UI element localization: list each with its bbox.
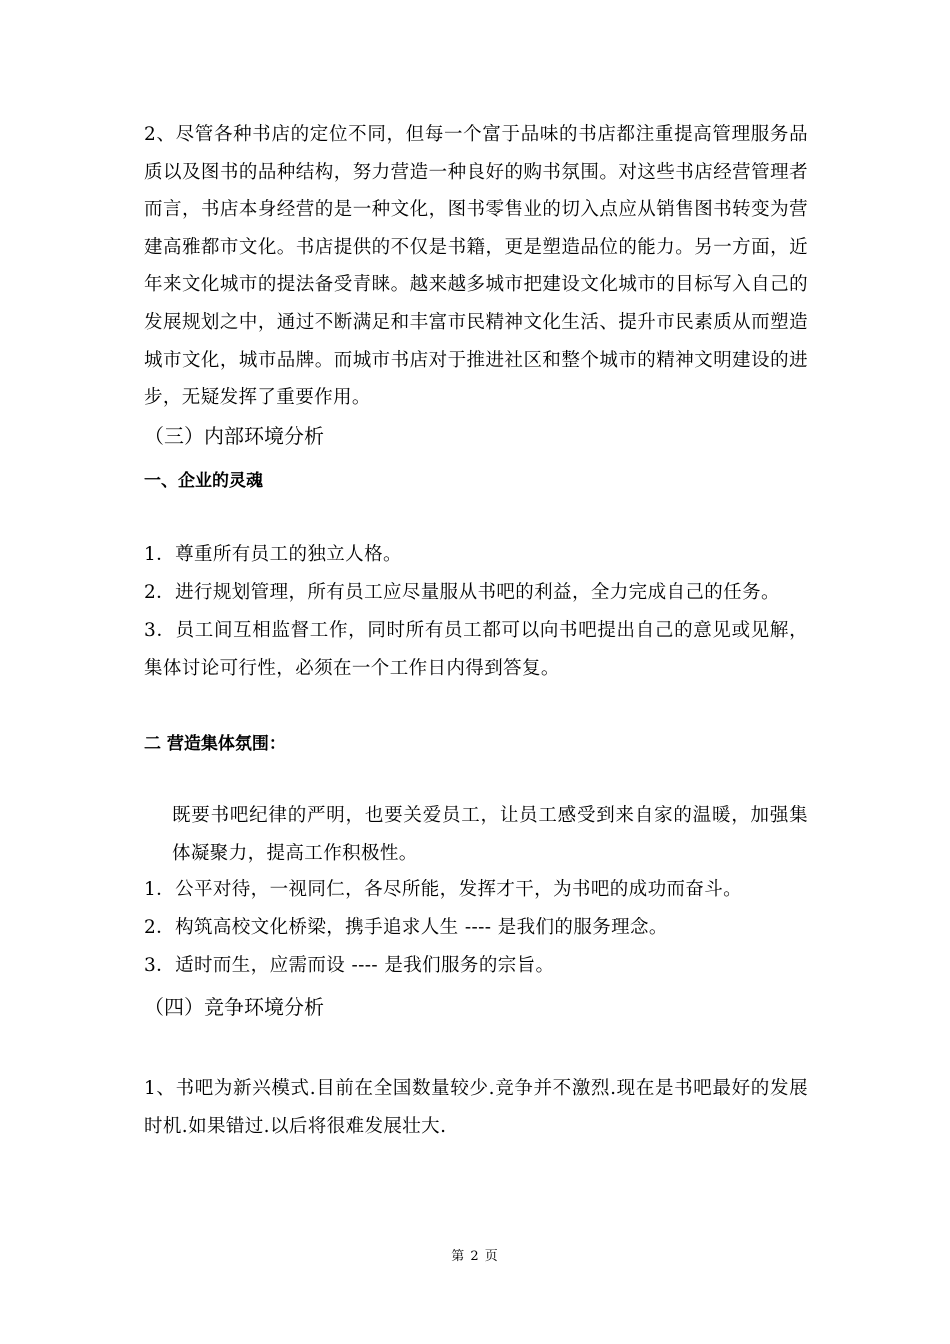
page-number: 第 2 页 [451, 1249, 499, 1264]
list-item: 2．构筑高校文化桥梁，携手追求人生 ---- 是我们的服务理念。 [144, 917, 668, 938]
paragraph-competition: 1、书吧为新兴模式.目前在全国数量较少.竞争并不激烈.现在是书吧最好的发展时机.如果错过.以后将很难发展壮大. [144, 1078, 808, 1137]
subheading-collective-atmosphere: 二 营造集体氛围： [144, 734, 286, 754]
list-item: 3．员工间互相监督工作，同时所有员工都可以向书吧提出自己的意见或见解，集体讨论可行性，必须在一个工作日内得到答复。 [144, 620, 808, 679]
section-heading-competition-environment: （四）竞争环境分析 [144, 995, 324, 1019]
paragraph-bookstore-culture: 2、尽管各种书店的定位不同，但每一个富于品味的书店都注重提高管理服务品质以及图书的品种结构，努力营造一种良好的购书氛围。对这些书店经营管理者而言，书店本身经营的是一种文化，图书零售业的切入点应从销售图书转变为营建高雅都市文化。书店提供的不仅是书籍，更是塑造品位的能力。另一方面，近年来文化城市的提法备受青睐。越来越多城市把建设文化城市的目标写入自己的发展规划之中，通过不断满足和丰富市民精神文化生活、提升市民素质从而塑造城市文化，城市品牌。而城市书店对于推进社区和整个城市的精神文明建设的进步，无疑发挥了重要作用。 [144, 124, 808, 409]
list-item: 1．公平对待，一视同仁，各尽所能，发挥才干，为书吧的成功而奋斗。 [144, 879, 743, 900]
list-item: 1．尊重所有员工的独立人格。 [144, 544, 402, 565]
paragraph-atmosphere-intro: 既要书吧纪律的严明，也要关爱员工，让员工感受到来自家的温暖，加强集体凝聚力，提高工作积极性。 [172, 805, 808, 864]
section-heading-internal-environment: （三）内部环境分析 [144, 424, 324, 448]
list-item: 3．适时而生，应需而设 ---- 是我们服务的宗旨。 [144, 955, 555, 976]
list-item: 2．进行规划管理，所有员工应尽量服从书吧的利益，全力完成自己的任务。 [144, 582, 780, 603]
subheading-enterprise-soul: 一、企业的灵魂 [144, 471, 263, 491]
